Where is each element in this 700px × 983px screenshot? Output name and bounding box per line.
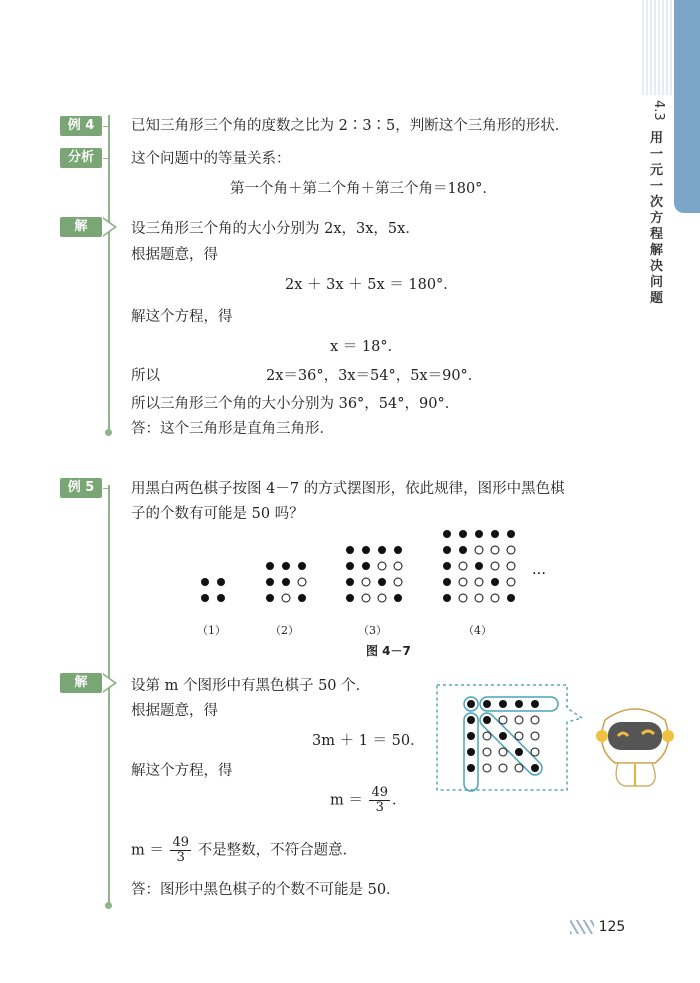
white-piece [515, 764, 523, 772]
black-piece [491, 530, 499, 538]
equation: 2x＝36°，3x＝54°，5x＝90°． [266, 368, 483, 384]
denominator: 3 [375, 800, 384, 815]
section-number: 4.3 [651, 100, 666, 121]
analysis-label: 分析 [60, 148, 102, 168]
relation-equation: 第一个角＋第二个角＋第三个角＝180°． [230, 181, 497, 197]
black-piece [531, 764, 539, 772]
black-piece [507, 594, 515, 602]
black-piece [467, 748, 475, 756]
black-piece [467, 716, 475, 724]
black-piece [443, 594, 451, 602]
hint-illustration [430, 678, 700, 798]
white-piece [475, 546, 483, 554]
white-piece [394, 578, 402, 586]
rail-end-dot [105, 429, 112, 436]
label-tick [103, 488, 109, 489]
white-piece [475, 578, 483, 586]
white-piece [515, 716, 523, 724]
black-piece [217, 578, 225, 586]
black-piece [459, 530, 467, 538]
figure-caption: 图 4－7 [366, 644, 411, 658]
dashed-bubble [437, 685, 582, 790]
black-piece [346, 578, 354, 586]
black-piece [443, 562, 451, 570]
white-piece [362, 578, 370, 586]
black-piece [266, 594, 274, 602]
solution-arrow [103, 217, 117, 237]
white-piece [378, 594, 386, 602]
white-piece [459, 594, 467, 602]
white-piece [507, 562, 515, 570]
black-piece [201, 594, 209, 602]
black-piece [499, 700, 507, 708]
page-stripes-icon [570, 920, 594, 934]
black-piece [483, 716, 491, 724]
figure-panel-label: （4） [463, 624, 492, 637]
answer-line: 答：图形中黑色棋子的个数不可能是 50． [131, 882, 401, 898]
example-5-question: 用黑白两色棋子按图 4－7 的方式摆图形，依此规律，图形中黑色棋 [131, 481, 565, 497]
hint-dot-grid [464, 697, 558, 791]
side-stripes [642, 0, 674, 95]
black-piece [507, 530, 515, 538]
black-piece [499, 732, 507, 740]
solution-rail [108, 115, 110, 433]
white-piece [499, 764, 507, 772]
white-piece [475, 594, 483, 602]
solution-line: 根据题意，得 [131, 703, 218, 719]
black-piece [467, 732, 475, 740]
equation-lhs: m ＝ [330, 792, 363, 809]
black-piece [201, 578, 209, 586]
solution-line: 设第 m 个图形中有黑色棋子 50 个． [131, 678, 371, 694]
robot-icon [596, 709, 674, 786]
example-5-label: 例 5 [60, 478, 102, 498]
black-piece [266, 562, 274, 570]
figure-panel-label: （2） [270, 624, 299, 637]
page-number: 125 [598, 919, 626, 935]
black-piece [467, 700, 475, 708]
label-tick [103, 126, 109, 127]
conclusion-line [131, 836, 357, 865]
conclusion-text: 不是整数，不符合题意． [197, 842, 358, 859]
white-piece [499, 748, 507, 756]
ellipsis: … [532, 562, 546, 578]
equation: x ＝ 18°． [330, 339, 403, 355]
black-piece [515, 700, 523, 708]
white-piece [491, 562, 499, 570]
solution-line: 解这个方程，得 [131, 763, 233, 779]
white-piece [531, 748, 539, 756]
label-tick [103, 158, 109, 159]
black-piece [346, 546, 354, 554]
equation: 2x ＋ 3x ＋ 5x ＝ 180°． [285, 277, 458, 293]
white-piece [507, 546, 515, 554]
denominator: 3 [176, 850, 185, 865]
white-piece [531, 716, 539, 724]
black-piece [394, 594, 402, 602]
white-piece [499, 716, 507, 724]
white-piece [491, 546, 499, 554]
black-piece [362, 562, 370, 570]
equation: 3m ＋ 1 ＝ 50． [312, 733, 425, 749]
section-title-vertical [650, 100, 666, 307]
white-piece [491, 594, 499, 602]
analysis-text: 这个问题中的等量关系： [131, 151, 291, 167]
solution-label: 解 [60, 217, 102, 237]
figure-4-7 [180, 520, 560, 620]
solution-label: 解 [60, 673, 102, 693]
black-piece [531, 700, 539, 708]
black-piece [378, 578, 386, 586]
white-piece [282, 594, 290, 602]
white-piece [515, 732, 523, 740]
white-piece [394, 562, 402, 570]
black-piece [282, 562, 290, 570]
white-piece [507, 578, 515, 586]
black-piece [298, 594, 306, 602]
black-piece [394, 546, 402, 554]
black-piece [459, 546, 467, 554]
answer-line: 答：这个三角形是直角三角形． [131, 421, 334, 437]
equation-lhs: m ＝ [131, 842, 164, 859]
black-piece [266, 578, 274, 586]
black-piece [378, 546, 386, 554]
white-piece [531, 732, 539, 740]
figure-panel-label: （1） [197, 624, 226, 637]
example-4-label: 例 4 [60, 116, 102, 136]
black-piece [443, 578, 451, 586]
black-piece [475, 562, 483, 570]
white-piece [459, 578, 467, 586]
page-number-block [570, 919, 625, 935]
numerator: 49 [172, 835, 190, 850]
black-piece [475, 530, 483, 538]
black-piece [346, 594, 354, 602]
solution-arrow [103, 673, 117, 693]
fraction [170, 836, 191, 865]
solution-rail [108, 485, 110, 905]
solution-line: 根据题意，得 [131, 247, 218, 263]
white-piece [378, 562, 386, 570]
white-piece [483, 732, 491, 740]
rail-end-dot [105, 902, 112, 909]
black-piece [298, 562, 306, 570]
section-title: 用一元一次方程解决问题 [650, 130, 664, 306]
white-piece [362, 594, 370, 602]
black-piece [362, 546, 370, 554]
chapter-tab [674, 0, 700, 213]
white-piece [483, 748, 491, 756]
white-piece [483, 764, 491, 772]
fraction [369, 786, 390, 815]
black-piece [282, 578, 290, 586]
black-piece [515, 748, 523, 756]
solution-line: 所以三角形三个角的大小分别为 36°，54°，90°． [131, 396, 460, 412]
example-5-question: 子的个数有可能是 50 吗？ [131, 506, 304, 522]
white-piece [459, 562, 467, 570]
equation-fraction [330, 786, 407, 815]
numerator: 49 [371, 785, 389, 800]
black-piece [217, 594, 225, 602]
solution-line: 所以 [131, 368, 160, 384]
black-piece [443, 530, 451, 538]
period: ． [392, 792, 407, 809]
black-piece [346, 562, 354, 570]
example-4-question: 已知三角形三个角的度数之比为 2∶3∶5，判断这个三角形的形状． [131, 118, 570, 134]
solution-line: 设三角形三个角的大小分别为 2x，3x，5x． [131, 221, 420, 237]
white-piece [298, 578, 306, 586]
black-piece [443, 546, 451, 554]
black-piece [483, 700, 491, 708]
black-piece [491, 578, 499, 586]
black-piece [467, 764, 475, 772]
solution-line: 解这个方程，得 [131, 309, 233, 325]
figure-panel-label: （3） [358, 624, 387, 637]
